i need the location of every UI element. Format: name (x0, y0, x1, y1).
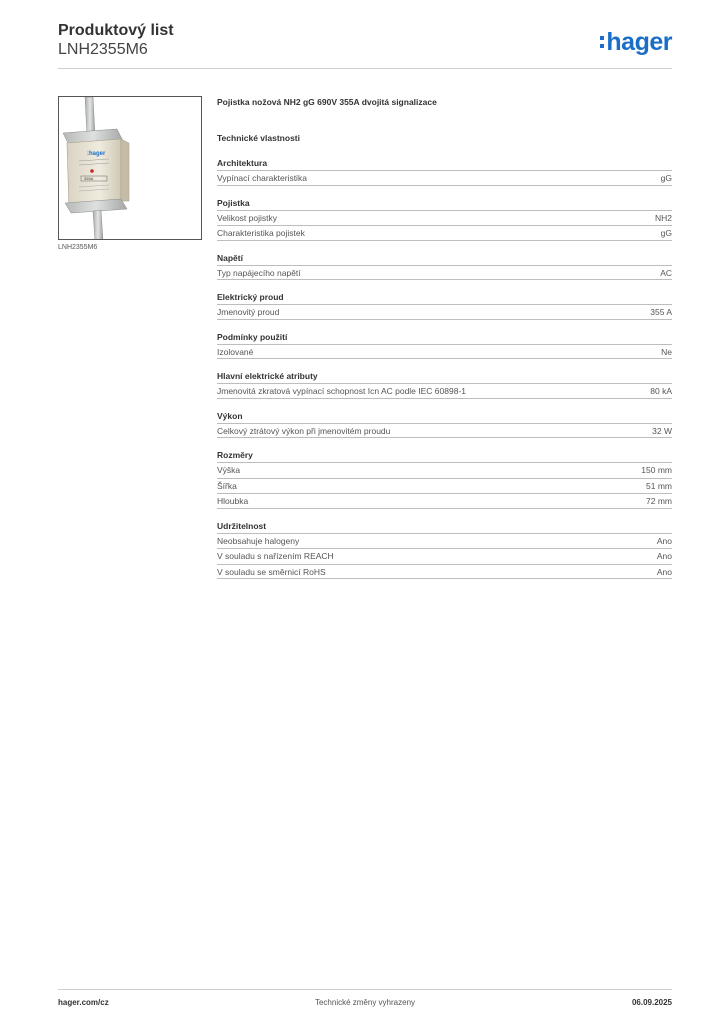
property-row (217, 462, 672, 478)
indicator-icon (90, 169, 94, 173)
property-value: Ano (656, 566, 672, 577)
property-row (217, 478, 672, 494)
header-divider (58, 68, 672, 69)
property-row (217, 344, 672, 360)
property-value: Ano (656, 535, 672, 546)
logo-colon-icon (600, 36, 604, 52)
property-label: Hloubka (217, 496, 249, 506)
property-label: V souladu se směrnicí RoHS (217, 566, 326, 577)
property-value: Ano (656, 551, 672, 561)
footer-date: 06.09.2025 (631, 998, 672, 1007)
property-section (217, 410, 672, 439)
property-label: V souladu s nařízením REACH (217, 551, 334, 561)
property-section (217, 520, 672, 580)
property-section (217, 449, 672, 509)
property-label: Izolované (217, 346, 254, 357)
properties-sections (217, 157, 672, 579)
product-name: Pojistka nožová NH2 gG 690V 355A dvojitá signalizace (217, 97, 437, 107)
property-label: Jmenovitá zkratová vypínací schopnost Icn AC podle IEC 60898-1 (217, 386, 466, 396)
property-row (217, 533, 672, 549)
hager-logo (600, 28, 672, 57)
section-title: Udržitelnost (217, 520, 267, 531)
property-label: Velikost pojistky (217, 212, 277, 223)
property-section (217, 331, 672, 360)
property-value: NH2 (654, 212, 672, 223)
property-section (217, 291, 672, 320)
section-title: Elektrický proud (217, 292, 284, 302)
property-value: 80 kA (650, 386, 672, 396)
property-row (217, 304, 672, 320)
fuse-rating-label: 355A (84, 176, 94, 181)
property-value: gG (660, 228, 672, 238)
property-row (217, 225, 672, 241)
photo-caption: LNH2355M6 (58, 244, 98, 251)
logo-text: hager (606, 28, 672, 56)
document-title: Produktový list (58, 22, 174, 39)
property-value: 355 A (650, 307, 672, 317)
section-title: Pojistka (217, 197, 250, 208)
product-photo (58, 96, 202, 240)
property-value: 72 mm (646, 496, 672, 506)
property-row (217, 548, 672, 564)
footer-divider (58, 989, 672, 990)
property-value: AC (660, 267, 672, 278)
property-row (217, 265, 672, 281)
property-row (217, 564, 672, 580)
property-section (217, 157, 672, 186)
technical-properties-title: Technické vlastnosti (217, 133, 300, 143)
property-value: gG (660, 173, 672, 183)
property-label: Typ napájecího napětí (217, 267, 301, 278)
property-value: 51 mm (646, 480, 672, 491)
property-row (217, 210, 672, 226)
property-value: 150 mm (641, 465, 672, 475)
page-header (58, 22, 672, 70)
property-label: Vypínací charakteristika (217, 173, 307, 183)
fuse-brand-label: :hager (87, 151, 106, 157)
section-title: Napětí (217, 252, 243, 263)
property-value: 32 W (652, 425, 672, 436)
footer-notice: Technické změny vyhrazeny (314, 998, 416, 1007)
property-row (217, 170, 672, 186)
section-title: Hlavní elektrické atributy (217, 371, 318, 381)
section-title: Podmínky použití (217, 331, 288, 342)
property-section (217, 252, 672, 281)
section-title: Rozměry (217, 450, 253, 460)
property-value: Ne (661, 346, 672, 357)
property-label: Výška (217, 465, 241, 475)
property-label: Jmenovitý proud (217, 307, 280, 317)
fuse-image (59, 97, 202, 240)
property-label: Neobsahuje halogeny (217, 535, 300, 546)
product-details (217, 96, 672, 590)
property-label: Šířka (217, 480, 237, 491)
property-row (217, 493, 672, 509)
property-row (217, 383, 672, 399)
property-label: Charakteristika pojistek (217, 228, 305, 238)
footer-website-link[interactable]: hager.com/cz (58, 998, 109, 1007)
property-section (217, 197, 672, 241)
section-title: Výkon (217, 410, 243, 421)
property-label: Celkový ztrátový výkon při jmenovitém proudu (217, 425, 391, 436)
section-title: Architektura (217, 158, 268, 168)
product-code: LNH2355M6 (58, 41, 148, 58)
property-row (217, 423, 672, 439)
property-section (217, 370, 672, 399)
